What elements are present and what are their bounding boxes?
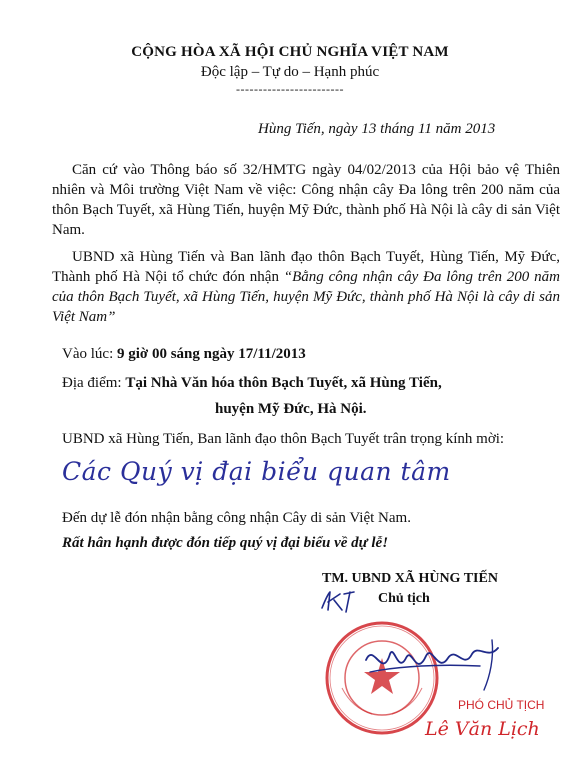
event-place-line2: [215, 399, 367, 419]
signature-deputy-title: PHÓ CHỦ TỊCH: [458, 698, 545, 712]
attend-line: Đến dự lễ đón nhận bằng công nhận Cây di sản Việt Nam.: [62, 510, 411, 526]
event-place-value-2: huyện Mỹ Đức, Hà Nội.: [215, 401, 367, 417]
signature-role: Chủ tịch: [378, 591, 430, 606]
certificate-quote: “Bằng công nhận cây Đa lông trên 200 năm của thôn Bạch Tuyết, xã Hùng Tiến, huyện Mỹ Đức, thành phố Hà Nội là cây di sản Việt Nam”: [52, 269, 560, 325]
signature-name: Lê Văn Lịch: [425, 718, 540, 740]
event-place: [62, 373, 442, 393]
welcome-line: Rất hân hạnh được đón tiếp quý vị đại biểu về dự lễ!: [62, 535, 389, 551]
national-title: CỘNG HÒA XÃ HỘI CHỦ NGHĨA VIỆT NAM: [131, 44, 449, 60]
national-motto: Độc lập – Tự do – Hạnh phúc: [200, 64, 380, 80]
date-line: Hùng Tiến, ngày 13 tháng 11 năm 2013: [258, 121, 496, 137]
guest-line: Các Quý vị đại biểu quan tâm: [62, 457, 451, 486]
kt-handwritten-mark: [318, 588, 362, 614]
event-time: [62, 344, 306, 364]
handwritten-signature: [360, 630, 510, 705]
event-place-value-1: Tại Nhà Văn hóa thôn Bạch Tuyết, xã Hùng Tiến,: [125, 375, 442, 391]
paragraph-organizer: [52, 247, 560, 327]
event-time-label: Vào lúc:: [62, 346, 117, 362]
paragraph-organizer-intro: UBND xã Hùng Tiến và Ban lãnh đạo thôn Bạch Tuyết, Hùng Tiến, Mỹ Đức, Thành phố Hà Nội tổ chức đón nhận: [52, 249, 560, 285]
paragraph-basis-text: Căn cứ vào Thông báo số 32/HMTG ngày 04/02/2013 của Hội bảo vệ Thiên nhiên và Môi trường Việt Nam về việc: Công nhận cây Đa lông trên 200 năm của thôn Bạch Tuyết, xã Hùng Tiến, huyện Mỹ Đức, thành phố Hà Nội là cây di sản Việt Nam.: [52, 162, 560, 238]
signature-org: TM. UBND XÃ HÙNG TIẾN: [322, 571, 498, 586]
event-time-value: 9 giờ 00 sáng ngày 17/11/2013: [116, 346, 306, 362]
event-place-label: Địa điểm:: [62, 375, 126, 391]
header-separator: ------------------------: [236, 82, 344, 96]
invite-line: UBND xã Hùng Tiến, Ban lãnh đạo thôn Bạch Tuyết trân trọng kính mời:: [62, 431, 505, 447]
paragraph-basis: [52, 160, 560, 240]
